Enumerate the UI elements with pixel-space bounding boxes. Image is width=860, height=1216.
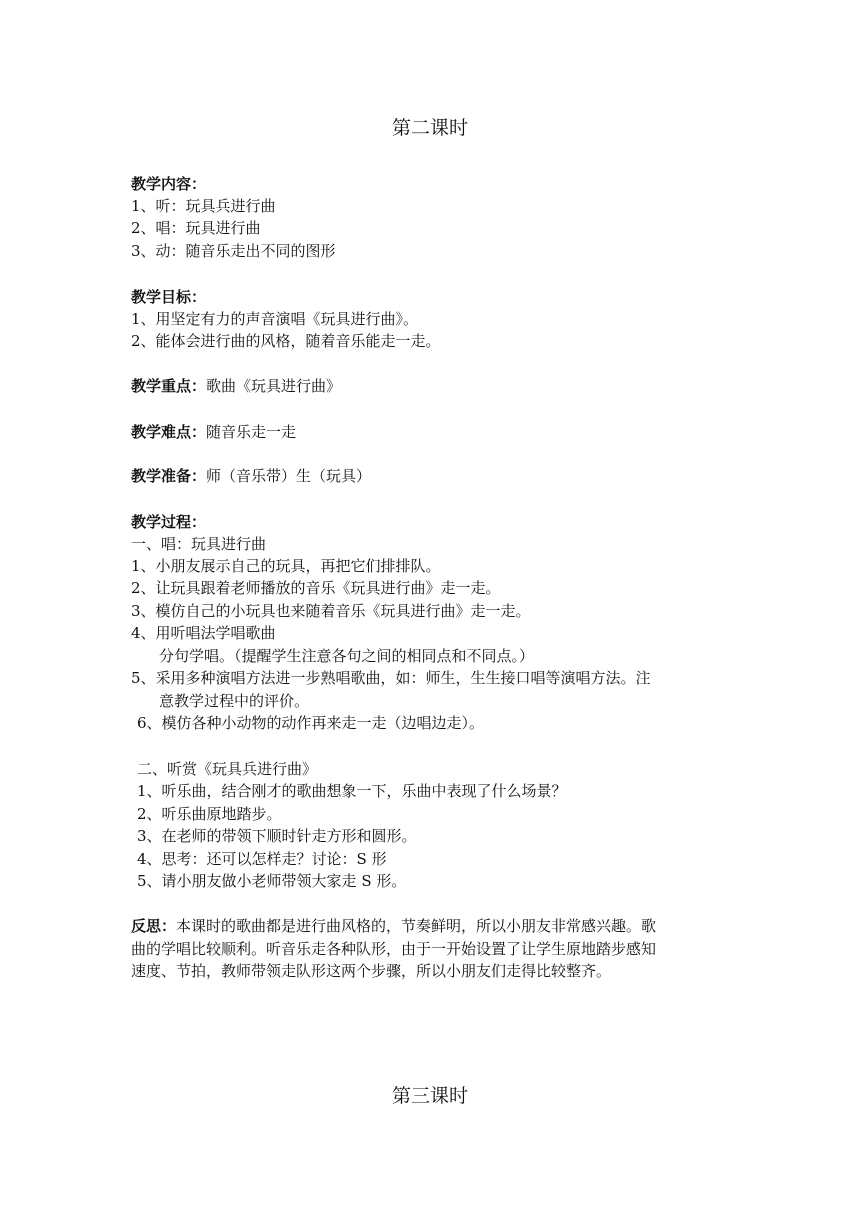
difficulty-text: 随音乐走一走 xyxy=(206,423,297,441)
difficulty-label: 教学难点： xyxy=(131,423,207,441)
process-line: 4、用听唱法学唱歌曲 xyxy=(131,624,276,642)
lesson2-title: 第二课时 xyxy=(391,117,468,139)
process-line: 1、小朋友展示自己的玩具，再把它们排排队。 xyxy=(131,557,441,575)
process-line: 意教学过程中的评价。 xyxy=(159,692,310,710)
goal-item: 1、用坚定有力的声音演唱《玩具进行曲》。 xyxy=(131,310,419,328)
reflection-text: 本课时的歌曲都是进行曲风格的，节奏鲜明，所以小朋友非常感兴趣。歌 xyxy=(176,917,657,935)
process-line: 5、请小朋友做小老师带领大家走 S 形。 xyxy=(137,872,407,890)
content-item: 3、动：随音乐走出不同的图形 xyxy=(131,242,336,260)
process-line: 5、采用多种演唱方法进一步熟唱歌曲，如：师生，生生接口唱等演唱方法。注 xyxy=(131,669,651,687)
process-line: 4、思考：还可以怎样走？讨论：S 形 xyxy=(137,850,387,868)
process-line: 3、在老师的带领下顺时针走方形和圆形。 xyxy=(137,827,417,845)
process-line: 分句学唱。（提醒学生注意各句之间的相同点和不同点。） xyxy=(159,647,535,665)
process-line: 1、听乐曲，结合刚才的歌曲想象一下，乐曲中表现了什么场景？ xyxy=(137,782,567,800)
key-point-text: 歌曲《玩具进行曲》 xyxy=(206,377,342,395)
goals-label: 教学目标： xyxy=(131,288,207,306)
reflection-line: 速度、节拍，教师带领走队形这两个步骤，所以小朋友们走得比较整齐。 xyxy=(131,962,612,980)
reflection-line: 曲的学唱比较顺利。听音乐走各种队形，由于一开始设置了让学生原地踏步感知 xyxy=(131,940,657,958)
reflection-line xyxy=(131,915,656,937)
key-point-label: 教学重点： xyxy=(131,377,207,395)
difficulty-line xyxy=(131,421,296,443)
lesson3-title: 第三课时 xyxy=(391,1085,468,1107)
process-line: 2、让玩具跟着老师播放的音乐《玩具进行曲》走一走。 xyxy=(131,579,501,597)
content-label: 教学内容： xyxy=(131,175,207,193)
process-line: 2、听乐曲原地踏步。 xyxy=(137,805,282,823)
key-point-line xyxy=(131,375,341,397)
reflection-label: 反思： xyxy=(131,917,177,935)
preparation-label: 教学准备： xyxy=(131,467,207,485)
content-item: 2、唱：玩具进行曲 xyxy=(131,219,261,237)
preparation-line xyxy=(131,465,371,487)
process-line: 3、模仿自己的小玩具也来随着音乐《玩具进行曲》走一走。 xyxy=(131,602,531,620)
process-part2-heading: 二、听赏《玩具兵进行曲》 xyxy=(137,760,318,778)
preparation-text: 师（音乐带）生（玩具） xyxy=(206,467,372,485)
goal-item: 2、能体会进行曲的风格，随着音乐能走一走。 xyxy=(131,332,441,350)
process-part1-heading: 一、唱：玩具进行曲 xyxy=(131,535,267,553)
process-line: 6、模仿各种小动物的动作再来走一走（边唱边走）。 xyxy=(137,714,485,732)
process-label: 教学过程： xyxy=(131,513,207,531)
content-item: 1、听：玩具兵进行曲 xyxy=(131,197,276,215)
